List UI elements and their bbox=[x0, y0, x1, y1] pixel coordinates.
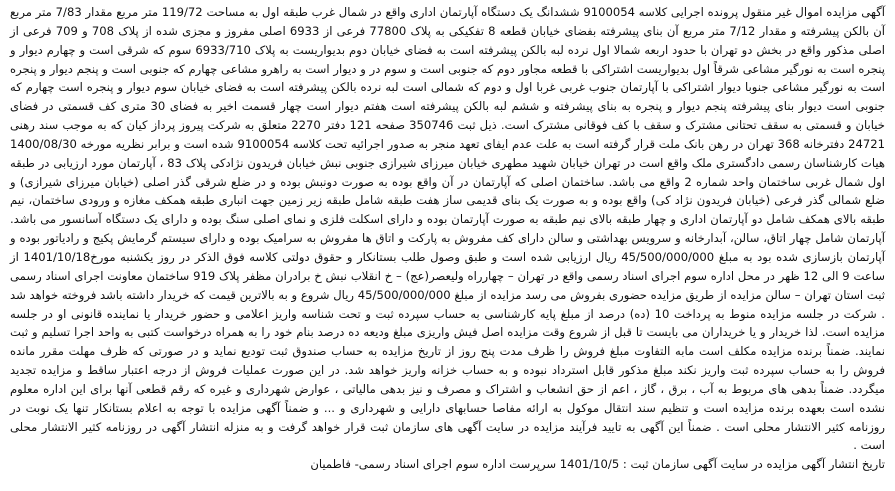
notice-footer: تاریخ انتشار آگهی مزایده در سایت آگهی سازمان ثبت : 1401/10/5 سرپرست اداره سوم اجرای اسناد رسمی- فاطمیان bbox=[310, 457, 885, 472]
notice-body: آگهی مزایده اموال غیر منقول پرونده اجرایی کلاسه 9100054 ششدانگ یک دستگاه آپارتمان اداری واقع در شمال غرب طبقه اول به مساحت 119/72 متر مربع مقدار 7/83 متر مربع آن بالکن پیشرفته و مقدار 7/12 متر مربع آن بنای پیشرفته بفضای خیابان قطعه 8 تفکیکی به پلاک 77800 فرعی از 6933 اصلی مفروز و مجزی شده از پلاک 708 و 709 فرعی از اصلی مذکور واقع در بخش دو تهران با حدود اربعه شمالا اول نرده لبه بالکن پیشرفته است به فضای خیابان دوم بدیواریست به پلاک 6933/710 سوم که شرقی است و چهارم دیوار و پنجره است به نورگیر مشاعی شرقاً اول بدیواریست اشتراکی با قطعه مجاور دوم که جنوبی است و سوم در و دیوار است به راهرو مشاعی چهارم که جنوبی است و پنجم دیوار و پنجره است به نورگیر مشاعی جنوبا دیوار اشتراکی با آپارتمان جنوب غربی غربا اول و دوم که شمالی است لبه نرده بالکن پیشرفته است به فضای خیابان سوم دیوار و پنجره است چهارم که جنوبی است دیوار بنای پیشرفته پنجم دیوار و پنجره به بنای پیشرفته و ششم لبه بالکن پیشرفته است هفتم دیوار است چهار قسمت اخیر به فضای 30 متری کف قسمتی در فضای خیابان و قسمتی به سقف تحتانی مشترک و سقف با کف فوقانی مشترک است. ذیل ثبت 350746 صفحه 121 دفتر 2270 متعلق به شرکت پیروز پرداز کیان که به موجب سند رهنی 24721 دفترخانه 368 تهران در رهن بانک ملت قرار گرفته است به علت عدم ایفای تعهد منجر به صدور اجرائیه تحت کلاسه 9100054 شده است و برابر نظریه مورخه 1400/08/30 هیات کارشناسان رسمی دادگستری ملک واقع است در تهران خیابان شهید مطهری خیابان میرزای شیرازی جنوبی نبش خیابان فریدون نژادکی پلاک 83 ، آپارتمان مورد ارزیابی در طبقه اول شمال غربی ساختمان واحد شماره 2 واقع می باشد. ساختمان اصلی که آپارتمان در آن واقع بوده به صورت دونبش بوده و در ضلع شرقی گذر اصلی (خیابان میرزای شیرازی) و ضلع شمالی گذر فرعی (خیابان فریدون نژاد کی) واقع بوده و به صورت یک بنای قدیمی ساز هفت طبقه شامل طبقه زیر زمین جهت انباری طبقه همکف مغازه و ورودی ساختمان، نیم طبقه بالای همکف شامل دو آپارتمان اداری و چهار طبقه بالای نیم طبقه به صورت آپارتمان بوده و دارای اسکلت فلزی و نمای اصلی سنگ بوده و دارای یک دستگاه آسانسور می باشد. آپارتمان شامل چهار اتاق، سالن، آبدارخانه و سرویس بهداشتی و سالن دارای کف مفروش به پارکت و اتاق ها مفروش به سرامیک بوده و دارای سیستم گرمایش پکیج و رادیاتور بوده و آپارتمان بازسازی شده بود به مبلغ 45/500/000/000 ریال ارزیابی شده است و طبق وصول طلب بستانکار و حقوق دولتی کلاسه فوق الذکر در روز یکشنبه مورخ1401/10/18 از ساعت 9 الی 12 ظهر در محل اداره سوم اجرای اسناد رسمی واقع در تهران – چهارراه ولیعصر(عج) – خ انقلاب نبش خ برادران مظفر پلاک 919 ساختمان معاونت اجرای اسناد رسمی ثبت استان تهران – سالن مزایده از طریق مزایده حضوری بفروش می رسد مزایده از مبلغ 45/500/000/000 ریال شروع و به بالاترین قیمت که خریدار داشته باشد فروخته خواهد شد . شرکت در جلسه مزایده منوط به پرداخت 10 (ده) درصد از مبلغ پایه کارشناسی به حساب سپرده ثبت و تحت شناسه واریز اعلامی و حضور خریدار یا نماینده قانونی او در جلسه مزایده است. لذا خریدار و یا خریداران می بایست تا قبل از شروع وقت مزایده اصل فیش واریزی مبلغ ودیعه ده درصد بنام خود را به همراه درخواست کتبی به واحد اجرا تسلیم و ثبت نمایند. ضمناً برنده مزایده مکلف است مابه التفاوت مبلغ فروش را ظرف مدت پنج روز از تاریخ مزایده به حساب صندوق ثبت تودیع نماید و در صورتی که ظرف مهلت مقرر مانده فروش را به حساب سپرده ثبت واریز نکند مبلغ مذکور قابل استرداد نبوده و به حساب خزانه واریز خواهد شد. در این صورت عملیات فروش از درجه اعتبار ساقط و مزایده تجدید میگردد. ضمناً بدهی های مربوط به آب ، برق ، گاز ، اعم از حق انشعاب و اشتراک و مصرف و نیز بدهی مالیاتی ، عوارض شهرداری و غیره که رقم قطعی آنها برای این اداره معلوم نشده است بعهده برنده مزایده است و تنظیم سند انتقال موکول به ارائه مفاصا حسابهای دارایی و شهرداری و ... و ضمناً آگهی مزایده با توجه به اعلام بستانکار تنها یک نوبت در روزنامه کثیر الانتشار محلی است . ضمناً این آگهی به تایید فرآیند مزایده در سایت آگهی های سازمان ثبت قرار خواهد گرفت و به منزله انتشار آگهی در روزنامه کثیر الانتشار محلی است . bbox=[10, 5, 886, 453]
